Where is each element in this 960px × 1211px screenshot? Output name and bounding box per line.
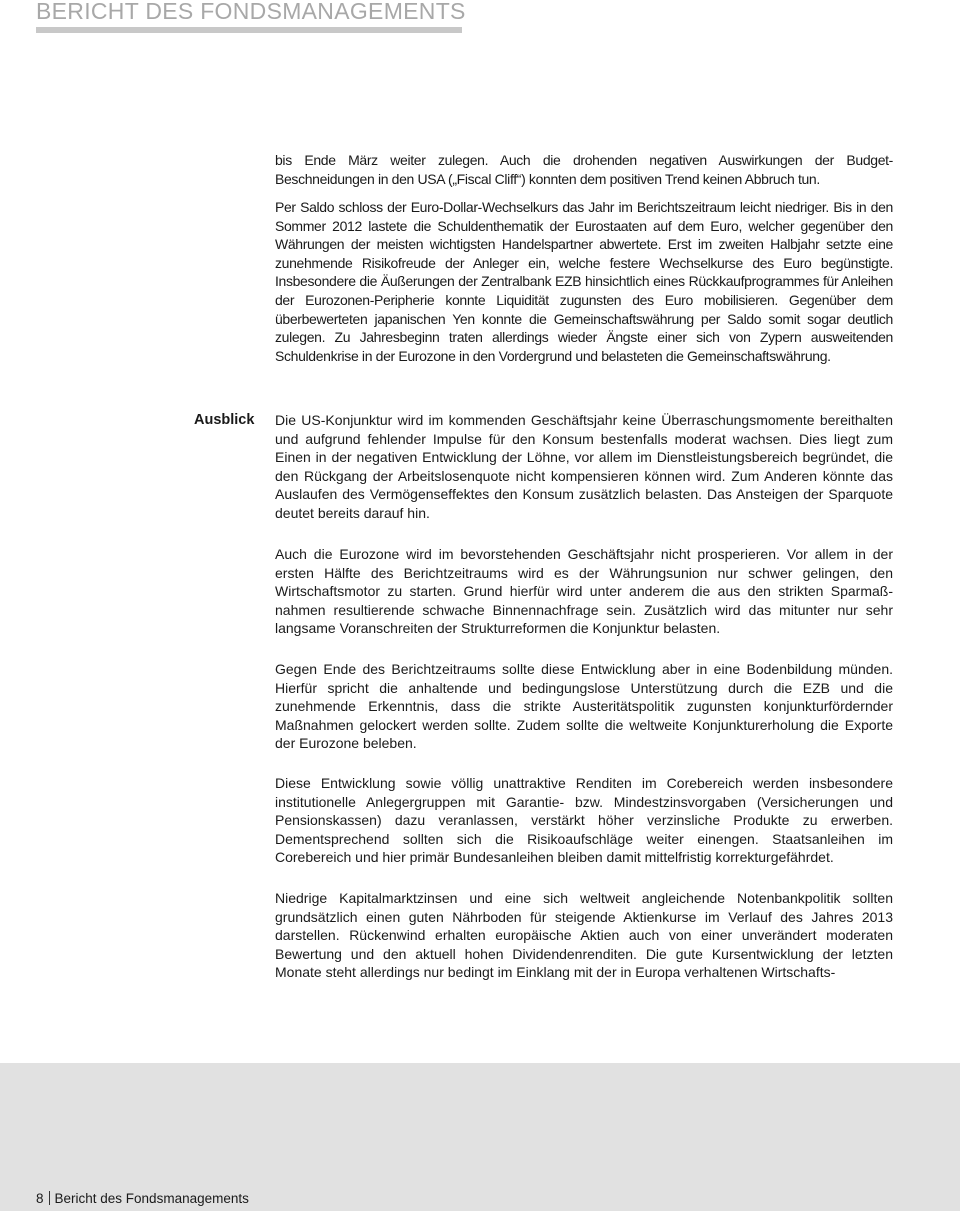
header-rule bbox=[36, 27, 462, 33]
paragraph-3: Die US-Konjunktur wird im kommenden Geschäftsjahr keine Überraschungsmomente bereithalten und aufgrund fehlender Impulse für den Konsum bestenfalls moderat wachsen. Dies liegt zum Einen in der negativen Entwicklung der Löhne, vor allem im Dienstleistungsbereich begründet, die den Rückgang der Arbeitslosenquote nicht kompensieren können wird. Zum Anderen könnte das Auslaufen des Vermögenseffektes den Konsum zusätzlich belasten. Das Ansteigen der Sparquote deutet bereits darauf hin. bbox=[275, 412, 893, 521]
paragraph-7: Niedrige Kapitalmarktzinsen und eine sich weltweit angleichende Notenbankpolitik sollten grundsätzlich einen guten Nährboden für steigende Aktienkurse im Verlauf des Jahres 2013 darstellen. Rückenwind erhalten europäische Aktien auch von einer unverändert moderaten Bewertung und den aktuell hohen Dividendenrenditen. Die gute Kursentwicklung der letzten Monate steht allerdings nur bedingt im Einklang mit der in Europa verhaltenen Wirtschafts- bbox=[275, 890, 893, 981]
paragraph-5-block bbox=[275, 660, 893, 753]
paragraph-6: Diese Entwicklung sowie völlig unattraktive Renditen im Corebereich werden insbesondere institutionelle Anlegergruppen mit Garantie- bzw. Mindestzinsvorgaben (Versicherungen und Pensionskassen) dazu veranlassen, verstärkt höher verzinsliche Produkte zu erwerben. Dementsprechend sollten sich die Risikoaufschläge weiter einengen. Staatsanleihen im Corebereich und hier primär Bundesanleihen bleiben damit mittelfristig korrekturgefährdet. bbox=[275, 775, 893, 866]
paragraph-6-block bbox=[275, 774, 893, 867]
paragraph-2-block bbox=[275, 198, 893, 365]
footer-separator bbox=[49, 1191, 50, 1205]
paragraph-4-block bbox=[275, 545, 893, 638]
paragraph-4: Auch die Eurozone wird im bevorstehenden Geschäftsjahr nicht prosperieren. Vor allem in der ersten Hälfte des Berichtzeitraums wird es der Währungsunion nur schwer gelingen, den Wirtschaftsmotor zu starten. Grund hierfür wird unter anderem die aus den strikten Sparmaß-nahmen resultierende schwache Binnennachfrage sein. Zusätzlich wird das mitunter nur sehr langsame Voranschreiten der Strukturreformen die Konjunktur belasten. bbox=[275, 546, 893, 637]
page-number: 8 bbox=[36, 1191, 44, 1206]
paragraph-1: bis Ende März weiter zulegen. Auch die drohenden negativen Auswirkungen der Budget-Beschneidungen in den USA („Fiscal Cliff“) konnten dem positiven Trend keinen Abbruch tun. bbox=[275, 152, 893, 187]
footer-section-title: Bericht des Fondsmanagements bbox=[54, 1191, 249, 1206]
page-header-title: BERICHT DES FONDSMANAGEMENTS bbox=[36, 0, 466, 24]
page-footer bbox=[36, 1191, 249, 1206]
section-label-ausblick: Ausblick bbox=[194, 412, 255, 428]
paragraph-7-block bbox=[275, 889, 893, 982]
paragraph-3-block bbox=[275, 411, 893, 523]
paragraph-2: Per Saldo schloss der Euro-Dollar-Wechselkurs das Jahr im Berichtszeitraum leicht niedriger. Bis in den Sommer 2012 lastete die Schuldenthematik der Eurostaaten auf dem Euro, welcher gegenüber den Währungen der meisten wichtigsten Handelspartner abwertete. Erst im zweiten Halbjahr setzte eine zunehmende Risikofreude der Anleger ein, welche festere Wechselkurse des Euro begünstigte. Insbesondere die Äußerungen der Zentralbank EZB hinsichtlich eines Rückkaufprogrammes für Anleihen der Eurozonen-Peripherie konnte Liquidität zugunsten des Euro mobilisieren. Gegenüber dem überbewerteten japanischen Yen konnte die Gemeinschaftswährung per Saldo somit sogar deutlich zulegen. Zu Jahresbeginn traten allerdings wieder Ängste einer sich von Zypern ausweitenden Schuldenkrise in der Eurozone in den Vordergrund und belasteten die Gemeinschaftswährung. bbox=[275, 199, 893, 364]
footer-band bbox=[0, 1063, 960, 1211]
paragraph-1-block bbox=[275, 151, 893, 188]
paragraph-5: Gegen Ende des Berichtzeitraums sollte diese Entwicklung aber in eine Bodenbildung münden. Hierfür spricht die anhaltende und bedingungslose Unterstützung durch die EZB und die zunehmende Erkenntnis, dass die strikte Austeritätspolitik zugunsten konjunkturfördernder Maßnahmen gelockert werden sollte. Zudem sollte die weltweite Konjunkturerholung die Exporte der Eurozone beleben. bbox=[275, 661, 893, 752]
